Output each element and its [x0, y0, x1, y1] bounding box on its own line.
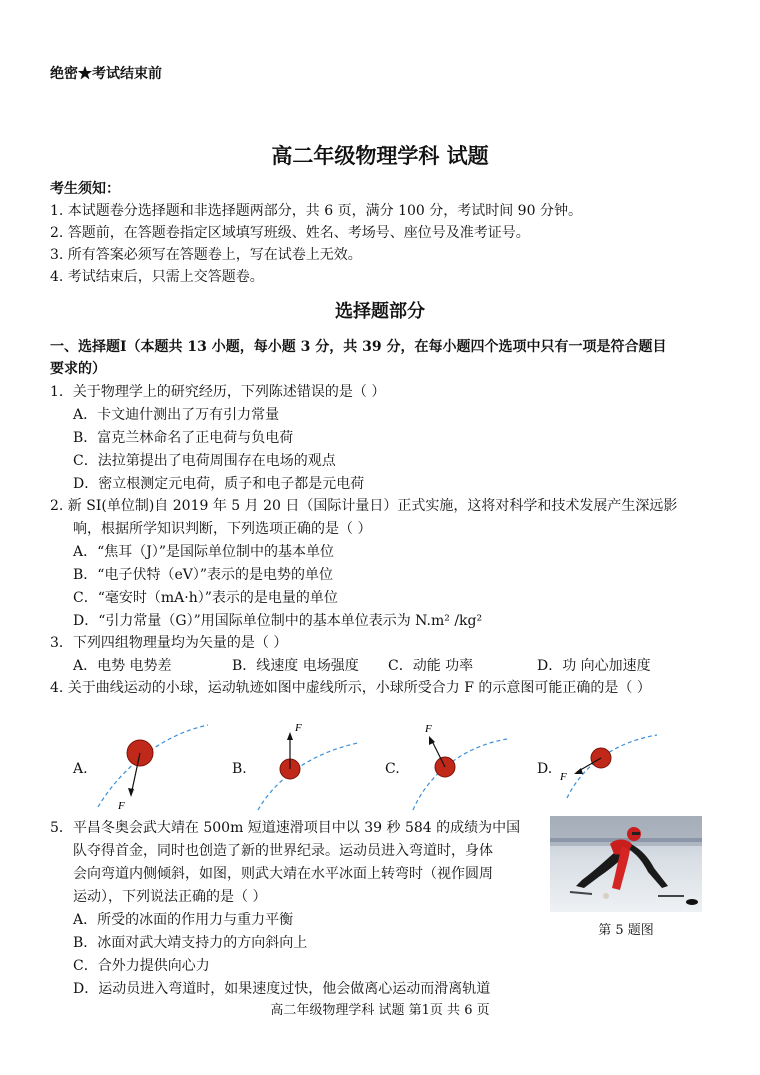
figure-a-diagram: [90, 715, 220, 815]
speed-skater-photo: [550, 816, 702, 912]
question-5-option-b: B．冰面对武大靖支持力的方向斜向上: [73, 935, 308, 951]
section-title: 选择题部分: [335, 301, 425, 322]
trajectory-curve: [258, 743, 358, 810]
question-3-option-a: A．电势 电势差: [73, 658, 172, 674]
question-1-stem: 1．关于物理学上的研究经历，下列陈述错误的是（ ）: [50, 384, 386, 400]
question-1-option-d: D．密立根测定元电荷，质子和电子都是元电荷: [73, 476, 365, 492]
question-3-option-d: D．功 向心加速度: [537, 658, 651, 674]
page-title: 高二年级物理学科 试题: [271, 143, 489, 168]
question-1-option-c: C．法拉第提出了电荷周围存在电场的观点: [73, 453, 336, 469]
question-4-stem: 4. 关于曲线运动的小球，运动轨迹如图中虚线所示，小球所受合力 F 的示意图可能正确的是（ ）: [50, 680, 651, 696]
question-5-stem: 5．平昌冬奥会武大靖在 500m 短道速滑项目中以 39 秒 584 的成绩为中国: [50, 820, 521, 836]
trajectory-curve: [98, 725, 208, 807]
notice-item: 3. 所有答案必须写在答题卷上，写在试卷上无效。: [50, 247, 362, 263]
figure-b-label: B.: [232, 761, 247, 777]
notice-item: 2. 答题前，在答题卷指定区域填写班级、姓名、考场号、座位号及准考证号。: [50, 225, 530, 241]
notice-heading: 考生须知：: [50, 181, 120, 197]
figure-c-label: C.: [385, 761, 400, 777]
question-2-stem-cont: 响，根据所学知识判断，下列选项正确的是（ ）: [73, 521, 372, 537]
figure-b-diagram: [250, 715, 370, 815]
force-arrow-head: [287, 732, 293, 740]
question-2-option-a: A．“焦耳（J）”是国际单位制中的基本单位: [73, 544, 335, 560]
confidential-label: 绝密★考试结束前: [50, 66, 162, 82]
trajectory-curve: [413, 739, 507, 810]
figure-a-label: A.: [73, 761, 88, 777]
force-label: F: [560, 771, 567, 783]
question-3-option-c: C．动能 功率: [388, 658, 474, 674]
force-label: F: [118, 800, 125, 812]
question-5-option-d: D．运动员进入弯道时，如果速度过快，他会做离心运动而滑离轨道: [73, 981, 491, 997]
question-5-option-c: C．合外力提供向心力: [73, 958, 210, 974]
force-label: F: [425, 723, 432, 735]
question-2-stem: 2. 新 SI(单位制)自 2019 年 5 月 20 日（国际计量日）正式实施，这将对科学和技术发展产生深远影: [50, 498, 678, 514]
trajectory-curve: [567, 735, 657, 798]
section-intro-cont: 要求的）: [50, 361, 106, 377]
question-5-stem-cont: 运动），下列说法正确的是（ ）: [73, 889, 267, 905]
force-label: F: [295, 722, 302, 734]
question-2-option-c: C．“毫安时（mA·h）”表示的是电量的单位: [73, 590, 338, 606]
question-1-option-b: B．富克兰林命名了正电荷与负电荷: [73, 430, 294, 446]
figure-c-diagram: [405, 715, 515, 815]
question-1-option-a: A．卡文迪什测出了万有引力常量: [73, 407, 280, 423]
question-3-option-b: B．线速度 电场强度: [232, 658, 359, 674]
force-arrow-head: [128, 788, 134, 797]
notice-item: 4. 考试结束后，只需上交答题卷。: [50, 269, 264, 285]
question-2-option-d: D．“引力常量（G）”用国际单位制中的基本单位表示为 N.m² /kg²: [73, 613, 483, 629]
page-footer: 高二年级物理学科 试题 第1页 共 6 页: [270, 1003, 490, 1018]
figure-d-diagram: [555, 720, 665, 805]
question-5-stem-cont: 队夺得首金，同时也创造了新的世界纪录。运动员进入弯道时，身体: [73, 843, 493, 859]
notice-item: 1. 本试题卷分选择题和非选择题两部分，共 6 页，满分 100 分，考试时间 90 分钟。: [50, 203, 582, 219]
figure-5-caption: 第 5 题图: [598, 923, 654, 938]
force-arrow-head: [429, 736, 435, 745]
question-2-option-b: B．“电子伏特（eV）”表示的是电势的单位: [73, 567, 333, 583]
question-5-option-a: A．所受的冰面的作用力与重力平衡: [73, 912, 294, 928]
question-5-stem-cont: 会向弯道内侧倾斜，如图，则武大靖在水平冰面上转弯时（视作圆周: [73, 866, 493, 882]
question-3-stem: 3．下列四组物理量均为矢量的是（ ）: [50, 635, 288, 651]
figure-d-label: D.: [537, 761, 553, 777]
section-intro: 一、选择题Ⅰ（本题共 13 小题，每小题 3 分，共 39 分，在每小题四个选项中只有一项是符合题目: [50, 339, 667, 355]
